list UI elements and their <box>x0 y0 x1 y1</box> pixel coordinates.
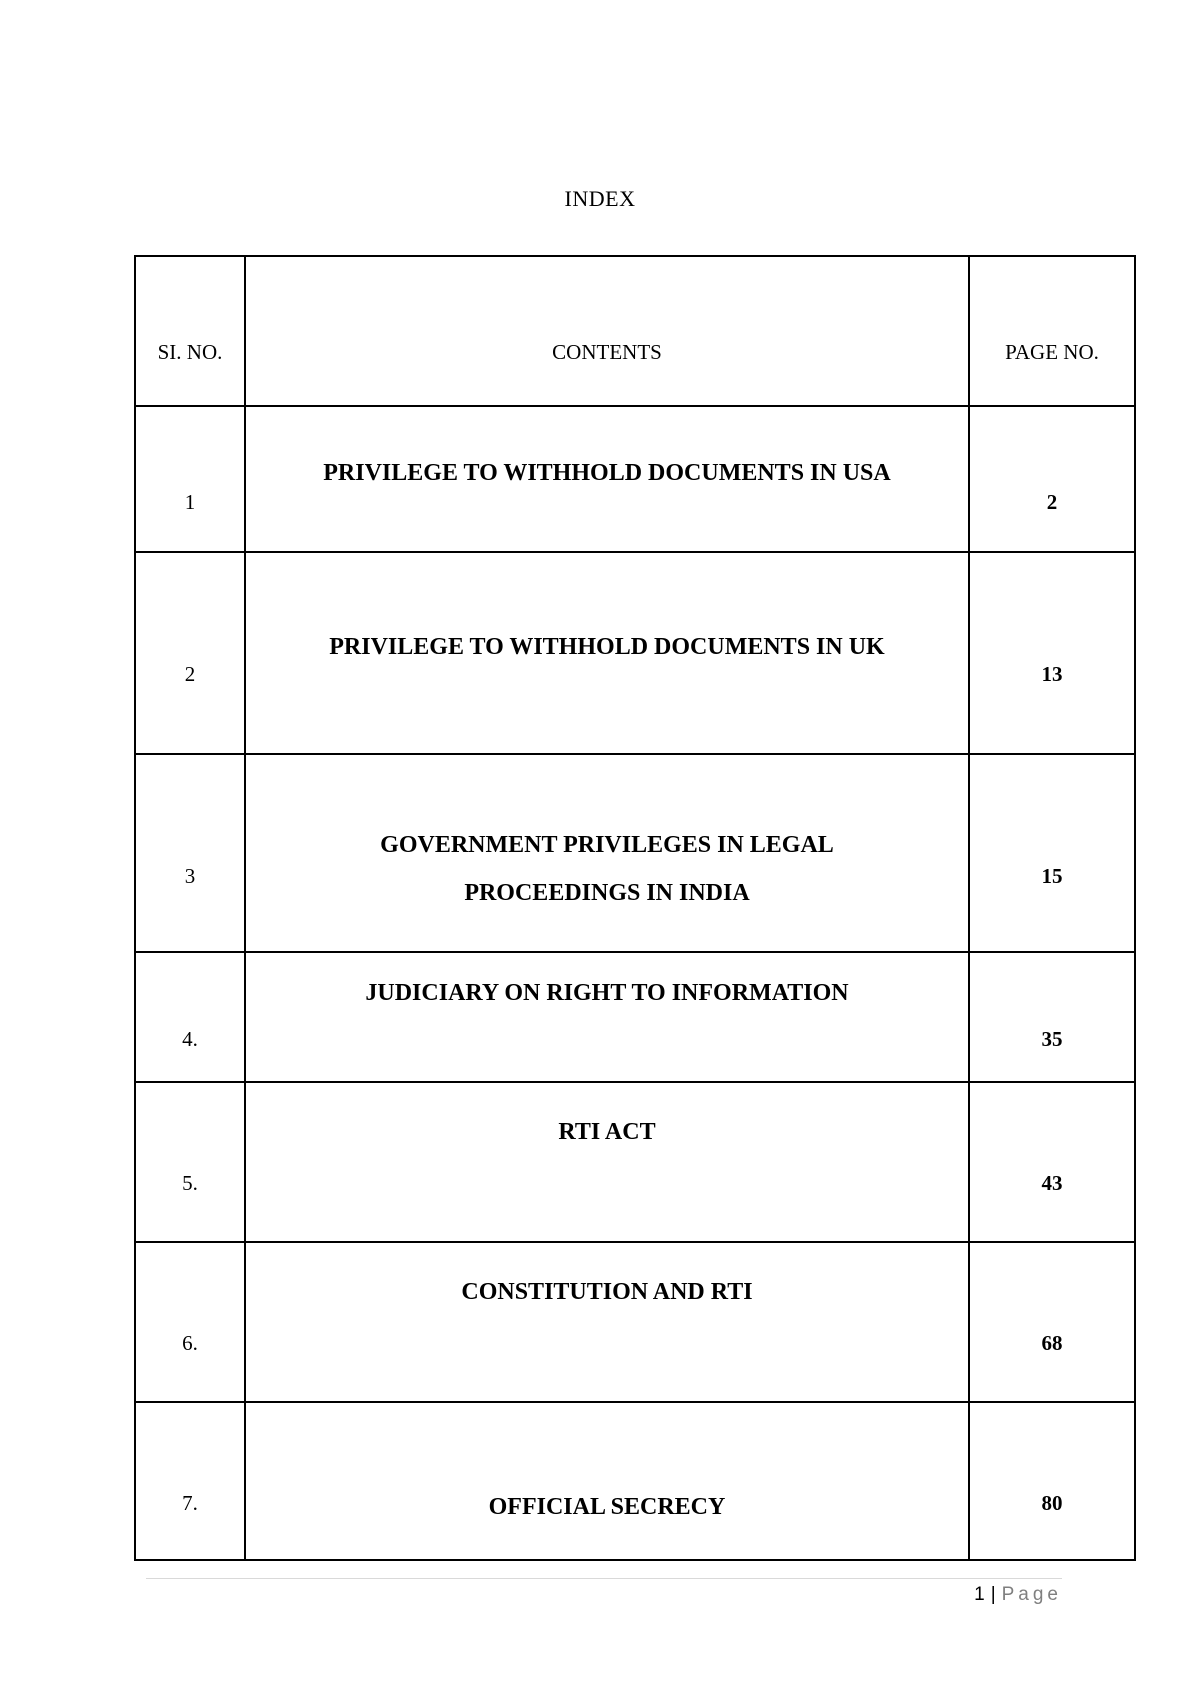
table-row <box>135 406 1135 552</box>
table-header-row <box>135 256 1135 406</box>
row-page: 80 <box>1041 1491 1063 1515</box>
row-sl: 1 <box>184 490 196 514</box>
header-cell-sl <box>135 256 245 406</box>
index-title: INDEX <box>564 186 636 211</box>
footer-separator: | <box>990 1584 996 1605</box>
row-sl: 7. <box>182 1491 198 1515</box>
row-page: 43 <box>1041 1171 1063 1195</box>
page-footer <box>974 1584 1062 1606</box>
index-table <box>134 255 1136 1561</box>
row-sl: 4. <box>182 1027 198 1051</box>
row-page: 35 <box>1041 1027 1063 1051</box>
row-sl: 2 <box>184 662 196 686</box>
table-row <box>135 1402 1135 1560</box>
row-page: 2 <box>1046 490 1058 514</box>
row-contents: OFFICIAL SECRECY <box>488 1494 726 1520</box>
header-cell-page <box>969 256 1135 406</box>
row-contents: PRIVILEGE TO WITHHOLD DOCUMENTS IN USA <box>323 460 891 486</box>
row-page: 68 <box>1041 1331 1063 1355</box>
table-row <box>135 952 1135 1082</box>
row-sl: 5. <box>182 1171 198 1195</box>
table-row <box>135 754 1135 952</box>
row-sl: 3 <box>184 864 196 888</box>
header-sl-no: SI. NO. <box>157 340 223 364</box>
row-sl: 6. <box>182 1331 198 1355</box>
row-contents: GOVERNMENT PRIVILEGES IN LEGAL PROCEEDINGS IN INDIA <box>380 832 834 906</box>
table-row <box>135 552 1135 754</box>
row-contents: CONSTITUTION AND RTI <box>461 1279 753 1305</box>
row-page: 15 <box>1041 864 1063 888</box>
page-number: 1 <box>974 1584 985 1605</box>
header-cell-contents <box>245 256 969 406</box>
table-row <box>135 1082 1135 1242</box>
header-page-no: PAGE NO. <box>1005 340 1099 364</box>
table-row <box>135 1242 1135 1402</box>
page-word: Page <box>1001 1584 1062 1605</box>
footer-divider <box>146 1578 1062 1579</box>
row-contents: JUDICIARY ON RIGHT TO INFORMATION <box>365 980 849 1006</box>
row-contents: PRIVILEGE TO WITHHOLD DOCUMENTS IN UK <box>329 634 885 660</box>
row-page: 13 <box>1041 662 1063 686</box>
row-contents: RTI ACT <box>558 1119 656 1145</box>
header-contents: CONTENTS <box>552 340 662 364</box>
